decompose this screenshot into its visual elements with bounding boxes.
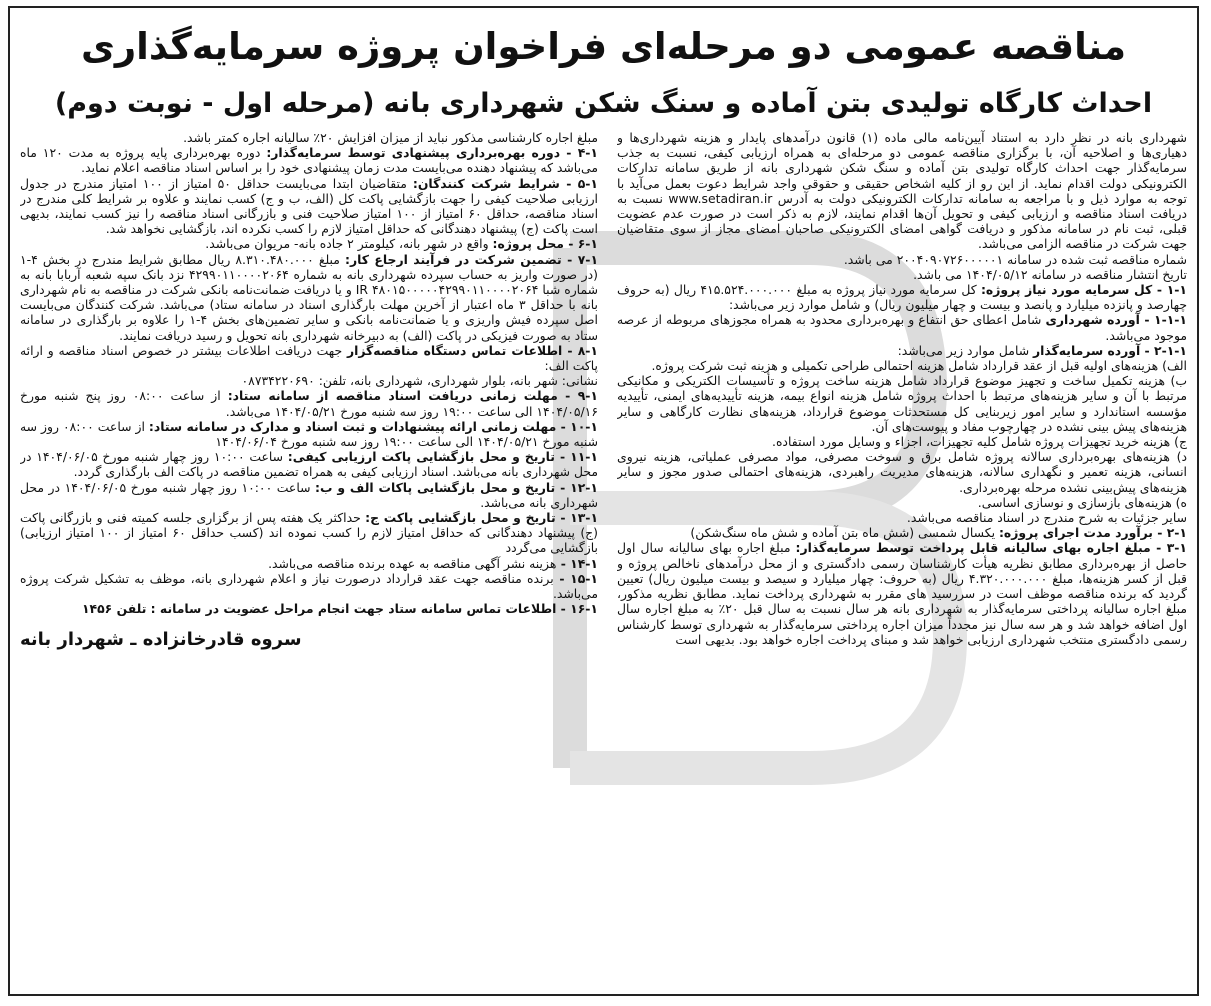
- clause-text: سایر جزئیات به شرح مندرج در اسناد مناقصه می‌باشد.: [906, 510, 1187, 526]
- paragraph: [20, 419, 598, 449]
- clause-label: ۹-۱ - مهلت زمانی دریافت اسناد مناقصه از سامانه ستاد:: [227, 388, 598, 404]
- notice-subtitle: احداث کارگاه تولیدی بتن آماده و سنگ شکن شهرداری بانه (مرحله اول - نوبت دوم): [54, 88, 1153, 119]
- paragraph: [20, 252, 598, 343]
- clause-text: از ساعت ۰۸:۰۰ روز سه شنبه مورخ ۱۴۰۴/۰۵/۲۱ الی ساعت ۱۹:۰۰ روز سه شنبه مورخ ۱۴۰۴/۰۶/۰۴: [20, 418, 598, 450]
- paragraph: [617, 267, 1187, 282]
- paragraph: [617, 540, 1187, 646]
- clause-text: الف) هزینه‌های اولیه قبل از عقد قرارداد شامل هزینه احتمالی طراحی تکمیلی و هزینه ثبت شرکت پروژه.: [651, 358, 1187, 374]
- clause-label: ۱-۱-۱ - آورده شهرداری: [1045, 312, 1187, 328]
- paragraph: [617, 343, 1187, 358]
- paragraph: [617, 373, 1187, 434]
- paragraph: [20, 145, 598, 175]
- clause-text: واقع در شهر بانه، کیلومتر ۲ جاده بانه- مریوان می‌باشد.: [205, 236, 493, 252]
- paragraph: [20, 343, 598, 373]
- clause-text: ب) هزینه تکمیل ساخت و تجهیز موضوع قرارداد شامل هزینه ساخت پروژه و تأسیسات الکتریکی و مکانیکی مرتبط با آن و سایر هزینه‌های مرتبط با احداث پروژه شامل هزینه انواع بیمه، هزینه تأییدیه‌های ایمنی، تأییدیه مؤسسه استاندارد و سایر امور زیربنایی کل مستحدثات موضوع قرارداد، هزینه‌های نظارت کارگاهی و سایر هزینه‌های پیش بینی نشده در چهارچوب مفاد و پیوست‌های آن.: [617, 373, 1187, 434]
- clause-label: ۵-۱ - شرایط شرکت کنندگان:: [412, 175, 598, 191]
- clause-text: متقاضیان ابتدا می‌بایست حداقل ۵۰ امتیاز از ۱۰۰ امتیاز مندرج در جدول ارزیابی صلاحیت کیفی را جهت بازگشایی پاکت کل (الف، ب و ج) کسب نمایند و علاوه بر شرایط کلی مندرج در اسناد مناقصه، حداقل ۶۰ امتیاز از ۱۰۰ امتیاز صلاحیت فنی و بازرگانی اسناد مناقصه را نیز کسب نمایند، بدیهی است پاکت (ج) پیشنهاد دهندگانی که حداقل امتیاز لازم را کسب نکرده اند، بازگشایی نخواهد شد.: [20, 175, 598, 237]
- clause-text: مبلغ اجاره بهای سالیانه سال اول حاصل از بهره‌برداری مطابق نظریه هیأت کارشناسان رسمی دادگستری و از محل درآمدهای ناخالص پروژه و قبل از کسر هزینه‌ها، مبلغ ۴.۳۲۰.۰۰۰.۰۰۰ ریال (به حروف: چهار میلیارد و سیصد و بیست میلیون ریال) تعیین گردید که برنده مناقصه موظف است در سررسید های مقرر به شهرداری پرداخت نماید. مطابق نظریه مذکور، مبلغ اجاره سالیانه پرداختی سرمایه‌گذار به شهرداری بانه هر سال نسبت به سال قبل ۲۰٪ به مبلغ اجاره سال اول اضافه خواهد شد و هر سه سال نیز مجدداً میزان اجاره پرداختی سرمایه‌گذار به شهرداری توسط کارشناس رسمی دادگستری منتخب شهرداری ارزیابی خواهد شد و مبنای پرداخت اجاره خواهد بود. بدیهی است: [617, 540, 1187, 647]
- paragraph: [617, 312, 1187, 342]
- paragraph: [617, 252, 1187, 267]
- paragraph: [20, 373, 598, 388]
- clause-label: ۱۱-۱ - تاریخ و محل بازگشایی پاکت ارزیابی کیفی:: [287, 449, 598, 465]
- clause-text: کل سرمایه مورد نیاز پروژه به مبلغ ۴۱۵.۵۲۴.۰۰۰.۰۰۰ ریال (به حروف چهارصد و پانزده میلیارد و پانصد و بیست و چهار میلیون ریال) و شامل موارد زیر می‌باشد:: [617, 282, 1187, 313]
- right-column: [617, 130, 1187, 988]
- clause-text: یکسال شمسی (شش ماه بتن آماده و شش ماه سنگ‌شکن): [690, 525, 999, 541]
- clause-label: ۲-۱-۱ - آورده سرمایه‌گذار: [1033, 342, 1187, 358]
- paragraph: [20, 601, 598, 616]
- clause-text: حداکثر یک هفته پس از برگزاری جلسه کمیته فنی و بازرگانی پاکت (ج) پیشنهاد دهندگانی که حداقل امتیاز لازم را کسب نموده اند (کسب حداقل ۶۰ امتیاز از ۱۰۰ امتیاز ارزیابی) بازگشایی می‌گردد: [20, 510, 598, 556]
- clause-text: ۱۶-۱ - اطلاعات تماس سامانه ستاد جهت انجام مراحل عضویت در سامانه : تلفن ۱۴۵۶: [81, 601, 598, 617]
- clause-text: ه) هزینه‌های بازسازی و نوسازی اساسی.: [977, 494, 1187, 510]
- clause-text: شهرداری بانه در نظر دارد به استناد آیین‌نامه مالی ماده (۱) قانون درآمدهای پایدار و هزینه شهرداری‌ها و دهیاری‌ها و اصلاحیه آن، با برگزاری مناقصه عمومی دو مرحله‌ای به همراه ارزیابی کیفی، نسبت به جذب سرمایه‌گذار جهت احداث کارگاه تولیدی بتن آماده و سنگ شکن شهرداری بانه از طریق سامانه تدارکات الکترونیکی دولت اقدام نماید. از این رو از کلیه اشخاص حقیقی و حقوقی واجد شرایط دعوت بعمل می‌آید با توجه به موارد ذیل و با مراجعه به سامانه تدارکات الکترونیکی دولت به آدرس www.setadiran.ir نسبت به دریافت اسناد مناقصه و ارزیابی کیفی و تحویل آن‌ها اقدام نمایند، لازم به ذکر است در صورت عدم عضویت قبلی، ثبت نام در سامانه مذکور و دریافت گواهی امضای الکترونیکی صاحبان امضای مجاز از سوی متقاضیان جهت شرکت در مناقصه الزامی می‌باشد.: [617, 130, 1187, 252]
- clause-text: هزینه نشر آگهی مناقصه به عهده برنده مناقصه می‌باشد.: [268, 555, 557, 571]
- left-column: [20, 130, 598, 988]
- paragraph: [20, 449, 598, 479]
- clause-text: مبلغ اجاره کارشناسی مذکور نباید از میزان افزایش ۲۰٪ سالیانه اجاره کمتر باشد.: [183, 130, 598, 145]
- paragraph: [617, 434, 1187, 449]
- paragraph: [617, 282, 1187, 312]
- clause-text: شامل اعطای حق انتفاع و بهره‌برداری محدود به همراه مجوزهای مربوطه از عرصه موجود می‌باشد.: [617, 312, 1187, 343]
- clause-label: ۴-۱ - دوره بهره‌برداری پیشنهادی توسط سرمایه‌گذار:: [266, 145, 598, 161]
- clause-text: جهت دریافت اطلاعات بیشتر در خصوص اسناد مناقصه و ارائه پاکت الف:: [20, 342, 598, 374]
- paragraph: [20, 236, 598, 251]
- paragraph: [20, 388, 598, 418]
- mayor-signature: سروه قادرخانزاده ـ شهردار بانه: [20, 628, 302, 650]
- clause-label: ۱-۱ - کل سرمایه مورد نیاز پروژه:: [980, 282, 1187, 298]
- paragraph: [617, 358, 1187, 373]
- clause-label: ۸-۱ - اطلاعات تماس دستگاه مناقصه‌گزار: [346, 342, 598, 358]
- advertisement-frame: [8, 6, 1199, 996]
- clause-text: ساعت ۱۰:۰۰ روز چهار شنبه مورخ ۱۴۰۴/۰۶/۰۵ در محل شهرداری بانه می‌باشد.: [20, 479, 598, 510]
- clause-label: ۱۰-۱ - مهلت زمانی ارائه پیشنهادات و ثبت اسناد و مدارک در سامانه ستاد:: [148, 418, 598, 434]
- paragraph: [20, 176, 598, 237]
- clause-label: ۱۴-۱ -: [556, 555, 598, 571]
- paragraph: [20, 556, 598, 571]
- paragraph: [617, 525, 1187, 540]
- clause-text: ساعت ۱۰:۰۰ روز چهار شنبه مورخ ۱۴۰۴/۰۶/۰۵ در محل شهرداری بانه می‌باشد. اسناد ارزیابی کیفی به همراه تضمین مناقصه در پاکت الف بارگذاری گردد.: [20, 449, 598, 480]
- clause-text: شماره مناقصه ثبت شده در سامانه ۲۰۰۴۰۹۰۷۲۶۰۰۰۰۰۱ می باشد.: [843, 251, 1187, 267]
- paragraph: [20, 571, 598, 601]
- clause-label: ۶-۱ - محل پروژه:: [492, 236, 598, 252]
- clause-text: برنده مناقصه جهت عقد قرارداد درصورت نیاز و اعلام شهرداری بانه، موظف به تشکیل شرکت پروژه می‌باشد.: [20, 570, 598, 602]
- paragraph: [20, 510, 598, 556]
- paragraph: [20, 130, 598, 145]
- clause-label: ۱۳-۱ - تاریخ و محل بازگشایی پاکت ج:: [365, 510, 598, 526]
- clause-text: دوره بهره‌برداری پایه پروژه به مدت ۱۲۰ ماه می‌باشد که پیشنهاد دهنده می‌بایست مدت زمان پیشنهادی خود را بر اساس اسناد مناقصه اعلام نماید.: [20, 145, 598, 176]
- clause-text: ج) هزینه خرید تجهیزات پروژه شامل کلیه تجهیزات، اجزاء و وسایل مورد استفاده.: [772, 434, 1187, 450]
- clause-text: از ساعت ۰۸:۰۰ روز پنج شنبه مورخ ۱۴۰۴/۰۵/۱۶ الی ساعت ۱۹:۰۰ روز سه شنبه مورخ ۱۴۰۴/۰۵/۲۱ می‌باشد.: [20, 388, 598, 419]
- clause-text: نشانی: شهر بانه، بلوار شهرداری، شهرداری بانه، تلفن: ۰۸۷۳۴۲۲۰۶۹۰: [241, 373, 598, 389]
- clause-text: شامل موارد زیر می‌باشد:: [897, 342, 1034, 358]
- clause-text: د) هزینه‌های بهره‌برداری سالانه پروژه شامل برق و سوخت مصرفی، مواد مصرفی عملیاتی، هزینه نیروی انسانی، هزینه تعمیر و نگهداری سالانه، هزینه‌های مدیریت راهبردی، هزینه‌های احتمالی صدور مجوز و سایر هزینه‌های پیش‌بینی نشده مرحله بهره‌برداری.: [617, 449, 1187, 495]
- paragraph: [617, 130, 1187, 252]
- clause-label: ۱۲-۱ - تاریخ و محل بازگشایی پاکات الف و ب:: [315, 479, 598, 495]
- paragraph: [20, 480, 598, 510]
- clause-label: ۳-۱ - مبلغ اجاره بهای سالیانه قابل پرداخت توسط سرمایه‌گذار:: [795, 540, 1187, 556]
- paragraph: [617, 510, 1187, 525]
- clause-label: ۷-۱ - تضمین شرکت در فرآیند ارجاع کار:: [345, 251, 598, 267]
- paragraph: [617, 495, 1187, 510]
- clause-text: تاریخ انتشار مناقصه در سامانه ۱۴۰۴/۰۵/۱۲ می باشد.: [913, 266, 1187, 282]
- clause-label: ۱۵-۱ -: [553, 570, 598, 586]
- clause-label: ۲-۱ - برآورد مدت اجرای پروژه:: [998, 525, 1187, 541]
- clause-text: مبلغ ۸.۳۱۰.۴۸۰.۰۰۰ ریال مطابق شرایط مندرج در بخش ۴-۱ (در صورت واریز به حساب سپرده شهرداری بانه به شماره ۴۲۹۹۰۱۱۰۰۰۰۲۰۶۴ نزد بانک سپه شعبه آربابا بانه به شماره شبا IR ۴۸۰۱۵۰۰۰۰۰۴۲۹۹۰۱۱۰۰۰۰۲۰۶۴ و یا دریافت ضمانت‌نامه بانکی شرکت در مناقصه به نام شهرداری بانه با حداقل ۳ ماه اعتبار از آخرین مهلت بارگذاری اسناد در سامانه ستاد) می‌باشد. شرکت کنندگان می‌بایست اصل سپرده فیش واریزی و یا ضمانت‌نامه بانکی و سایر تضمین‌های بخش ۴-۱ را علاوه بر بارگذاری در سامانه ستاد به صورت فیزیکی در پاکت (الف) به دبیرخانه شهرداری بانه تحویل و رسید دریافت نمایند.: [20, 251, 598, 343]
- notice-title: مناقصه عمومی دو مرحله‌ای فراخوان پروژه سرمایه‌گذاری: [80, 25, 1127, 68]
- paragraph: [617, 449, 1187, 495]
